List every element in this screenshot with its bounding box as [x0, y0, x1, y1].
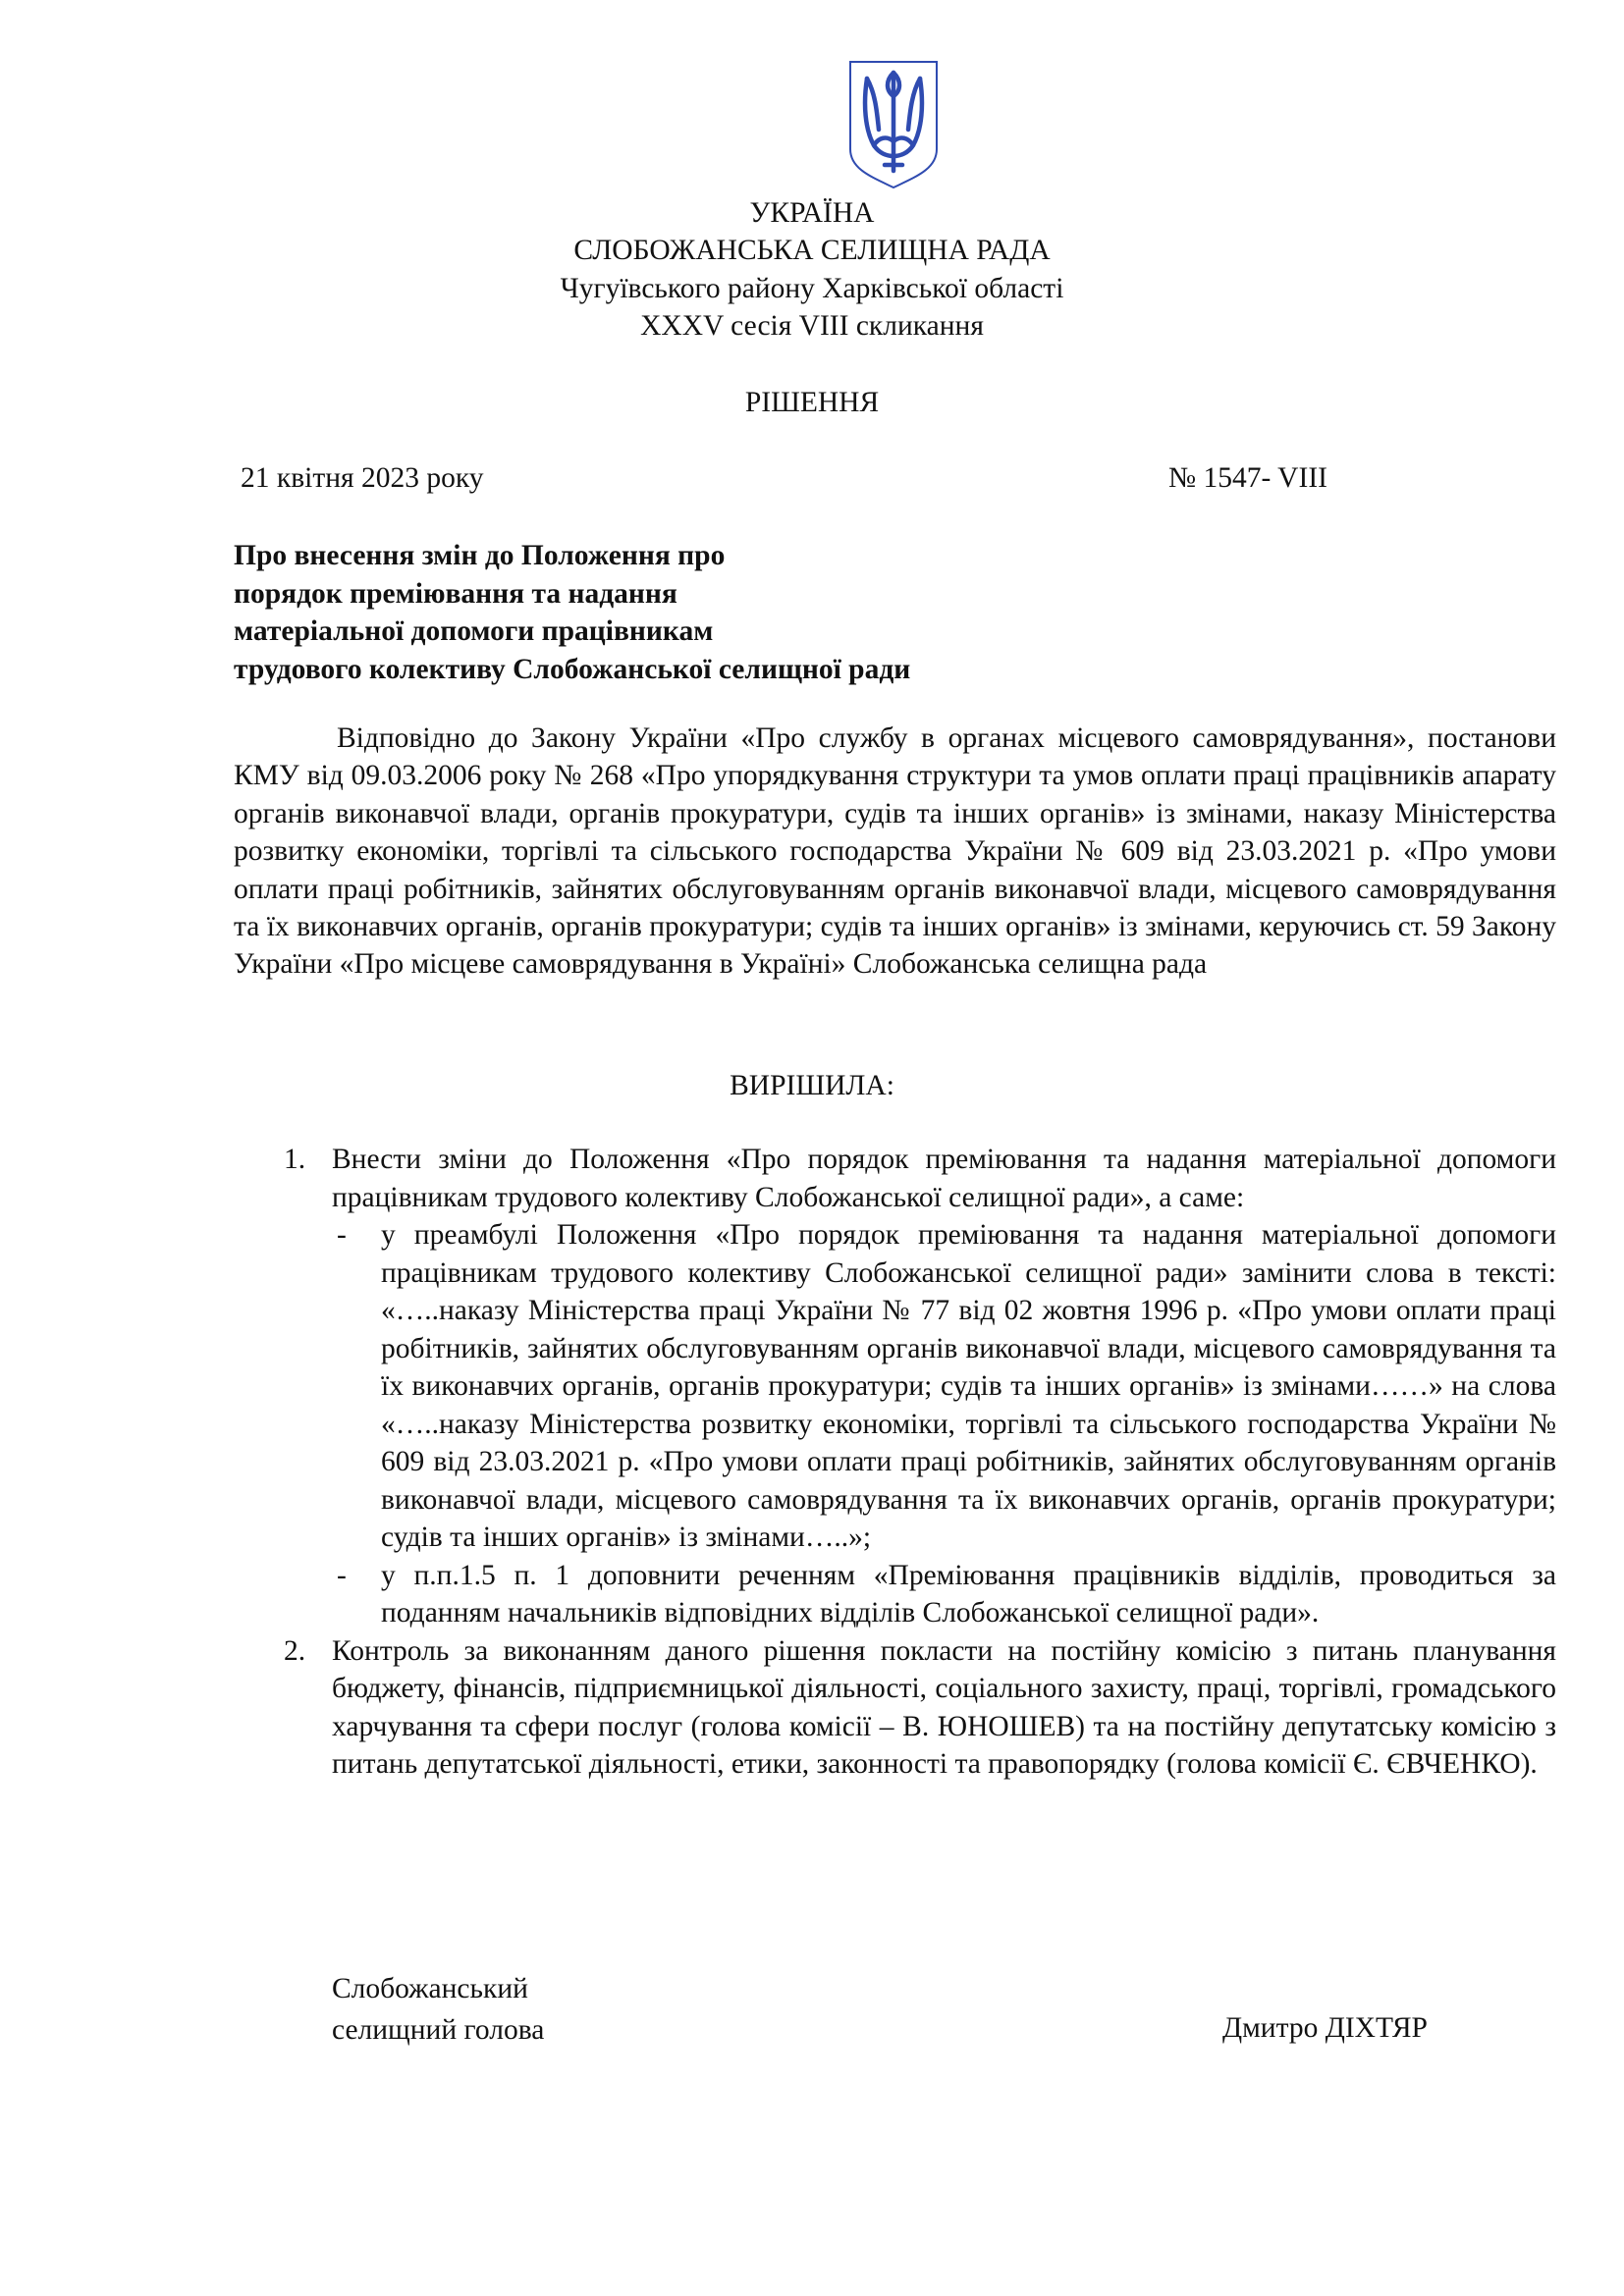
item-text: Внести зміни до Положення «Про порядок преміювання та надання матеріальної допомоги працівникам трудового колективу Слобожанської селищної ради», а саме:: [332, 1144, 1556, 1213]
decided-heading: ВИРІШИЛА:: [730, 1070, 894, 1101]
dash-marker: -: [337, 1219, 347, 1251]
decision-items: [234, 1141, 1556, 1784]
preamble-paragraph: [234, 720, 1556, 984]
signatory-name: Дмитро ДІХТЯР: [1222, 2012, 1428, 2044]
list-item: [234, 1141, 1556, 1632]
item-text: Контроль за виконанням даного рішення покласти на постійну комісію з питань планування бюджету, фінансів, підприємницької діяльності, соціального захисту, праці, торгівлі, громадського харчування та сфери послуг (голова комісії – В. ЮНОШЕВ) та на постійну депутатську комісію з питань депутатської діяльності, етики, законності та правопорядку (голова комісії Є. ЄВЧЕНКО).: [332, 1634, 1556, 1780]
signatory-title-line: Слобожанський: [332, 1973, 528, 2004]
country-title: УКРАЇНА: [749, 197, 875, 229]
sub-list-item: [234, 1557, 1556, 1632]
sub-list-item: [234, 1216, 1556, 1557]
preamble-text: Відповідно до Закону України «Про службу в органах місцевого самоврядування», постанови КМУ від 09.03.2006 року № 268 «Про упорядкування структури та умов оплати праці працівників апарату органів виконавчої влади, органів прокуратури, судів та інших органів» із змінами, наказу Міністерства розвитку економіки, торгівлі та сільського господарства України № 609 від 23.03.2021 р. «Про умови оплати праці робітників, зайнятих обслуговуванням органів виконавчої влади, місцевого самоврядування та їх виконавчих органів, органів прокуратури; судів та інших органів» із змінами, керуючись ст. 59 Закону України «Про місцеве самоврядування в Україні» Слобожанська селищна рада: [234, 722, 1556, 981]
session-line: XXXV сесія VIII скликання: [640, 310, 984, 342]
decision-subject: [234, 537, 910, 688]
signatory-title-line: селищний голова: [332, 2014, 545, 2046]
signatory-title: [332, 1968, 544, 2051]
item-number: 2.: [284, 1634, 306, 1667]
decision-date: 21 квітня 2023 року: [241, 462, 484, 494]
council-title: СЛОБОЖАНСЬКА СЕЛИЩНА РАДА: [573, 235, 1051, 266]
decision-number: № 1547- VIII: [1168, 462, 1327, 494]
subject-line: трудового колективу Слобожанської селищної ради: [234, 653, 911, 685]
subject-line: порядок преміювання та надання: [234, 577, 677, 610]
document-type-title: РІШЕННЯ: [744, 387, 880, 418]
item-number: 1.: [284, 1144, 306, 1175]
trident-coat-of-arms-icon: [847, 59, 940, 190]
sub-item-text: у преамбулі Положення «Про порядок преміювання та надання матеріальної допомоги працівникам трудового колективу Слобожанської селищної ради» замінити слова в тексті: «…..наказу Міністерства праці України № 77 від 02 жовтня 1996 р. «Про умови оплати праці робітників, зайнятих обслуговуванням органів виконавчої влади, місцевого самоврядування та їх виконавчих органів, органів прокуратури; судів та інших органів» із змінами……» на слова «…..наказу Міністерства розвитку економіки, торгівлі та сільського господарства України № 609 від 23.03.2021 р. «Про умови оплати праці робітників, зайнятих обслуговуванням органів виконавчої влади, місцевого самоврядування та їх виконавчих органів, органів прокуратури; судів та інших органів» із змінами…..»;: [381, 1219, 1556, 1553]
subject-line: матеріальної допомоги працівникам: [234, 615, 714, 647]
district-line: Чугуївського району Харківської області: [560, 273, 1064, 304]
sub-item-text: у п.п.1.5 п. 1 доповнити реченням «Преміювання працівників відділів, проводиться за поданням начальників відповідних відділів Слобожанської селищної ради».: [381, 1559, 1556, 1629]
dash-marker: -: [337, 1559, 347, 1591]
list-item: [234, 1632, 1556, 1784]
subject-line: Про внесення змін до Положення про: [234, 540, 726, 571]
